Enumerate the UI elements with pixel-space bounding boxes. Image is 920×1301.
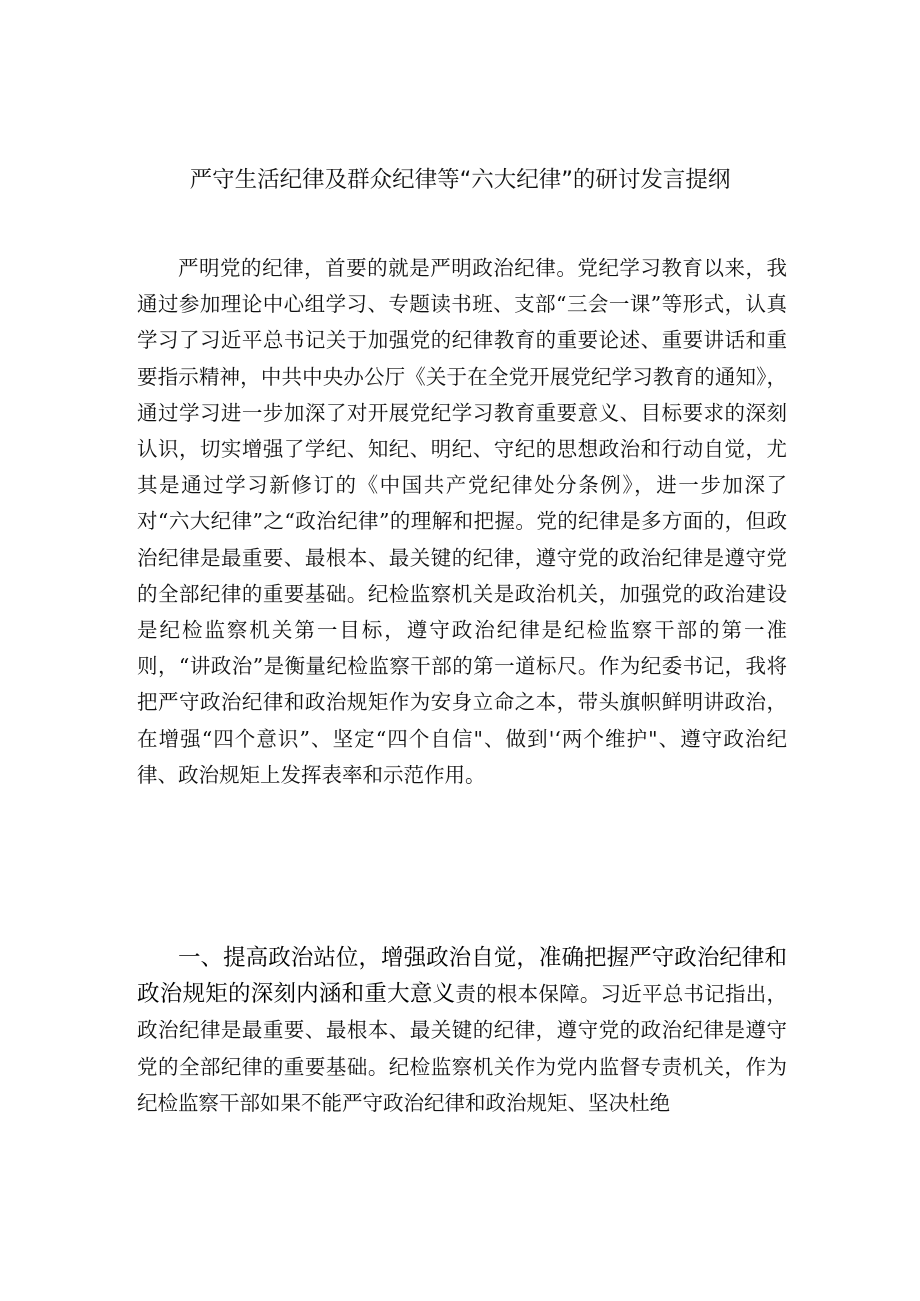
section-1-text: 责的根本保障。习近平总书记指出，政治纪律是最重要、最根本、最关键的纪律，遵守党的政治纪律是遵守党的全部纪律的重要基础。纪检监察机关作为党内监督专责机关，作为纪检监察干部如果不能严守政治纪律和政治规矩、坚决杜绝 <box>137 982 787 1115</box>
document-title: 严守生活纪律及群众纪律等“六大纪律”的研讨发言提纲 <box>189 167 731 193</box>
intro-paragraph: 严明党的纪律，首要的就是严明政治纪律。党纪学习教育以来，我通过参加理论中心组学习、专题读书班、支部“三会一课”等形式，认真学习了习近平总书记关于加强党的纪律教育的重要论述、重要讲话和重要指示精神，中共中央办公厅《关于在全党开展党纪学习教育的通知》，通过学习进一步加深了对开展党纪学习教育重要意义、目标要求的深刻认识，切实增强了学纪、知纪、明纪、守纪的思想政治和行动自觉，尤其是通过学习新修订的《中国共产党纪律处分条例》，进一步加深了对“六大纪律”之“政治纪律”的理解和把握。党的纪律是多方面的，但政治纪律是最重要、最根本、最关键的纪律，遵守党的政治纪律是遵守党的全部纪律的重要基础。纪检监察机关是政治机关，加强党的政治建设是纪检监察机关第一目标，遵守政治纪律是纪检监察干部的第一准则，“讲政治”是衡量纪检监察干部的第一道标尺。作为纪委书记，我将把严守政治纪律和政治规矩作为安身立命之本，带头旗帜鲜明讲政治，在增强“四个意识”、坚定“四个自信"、做到'‘两个维护"、遵守政治纪律、政治规矩上发挥表率和示范作用。 <box>137 256 787 787</box>
section-1-paragraph <box>137 940 787 1121</box>
section-1-heading: 一、提高政治站位，增强政治自觉，准确把握严守政治纪律和政治规矩的深刻内涵和重大意义 <box>137 945 787 1008</box>
